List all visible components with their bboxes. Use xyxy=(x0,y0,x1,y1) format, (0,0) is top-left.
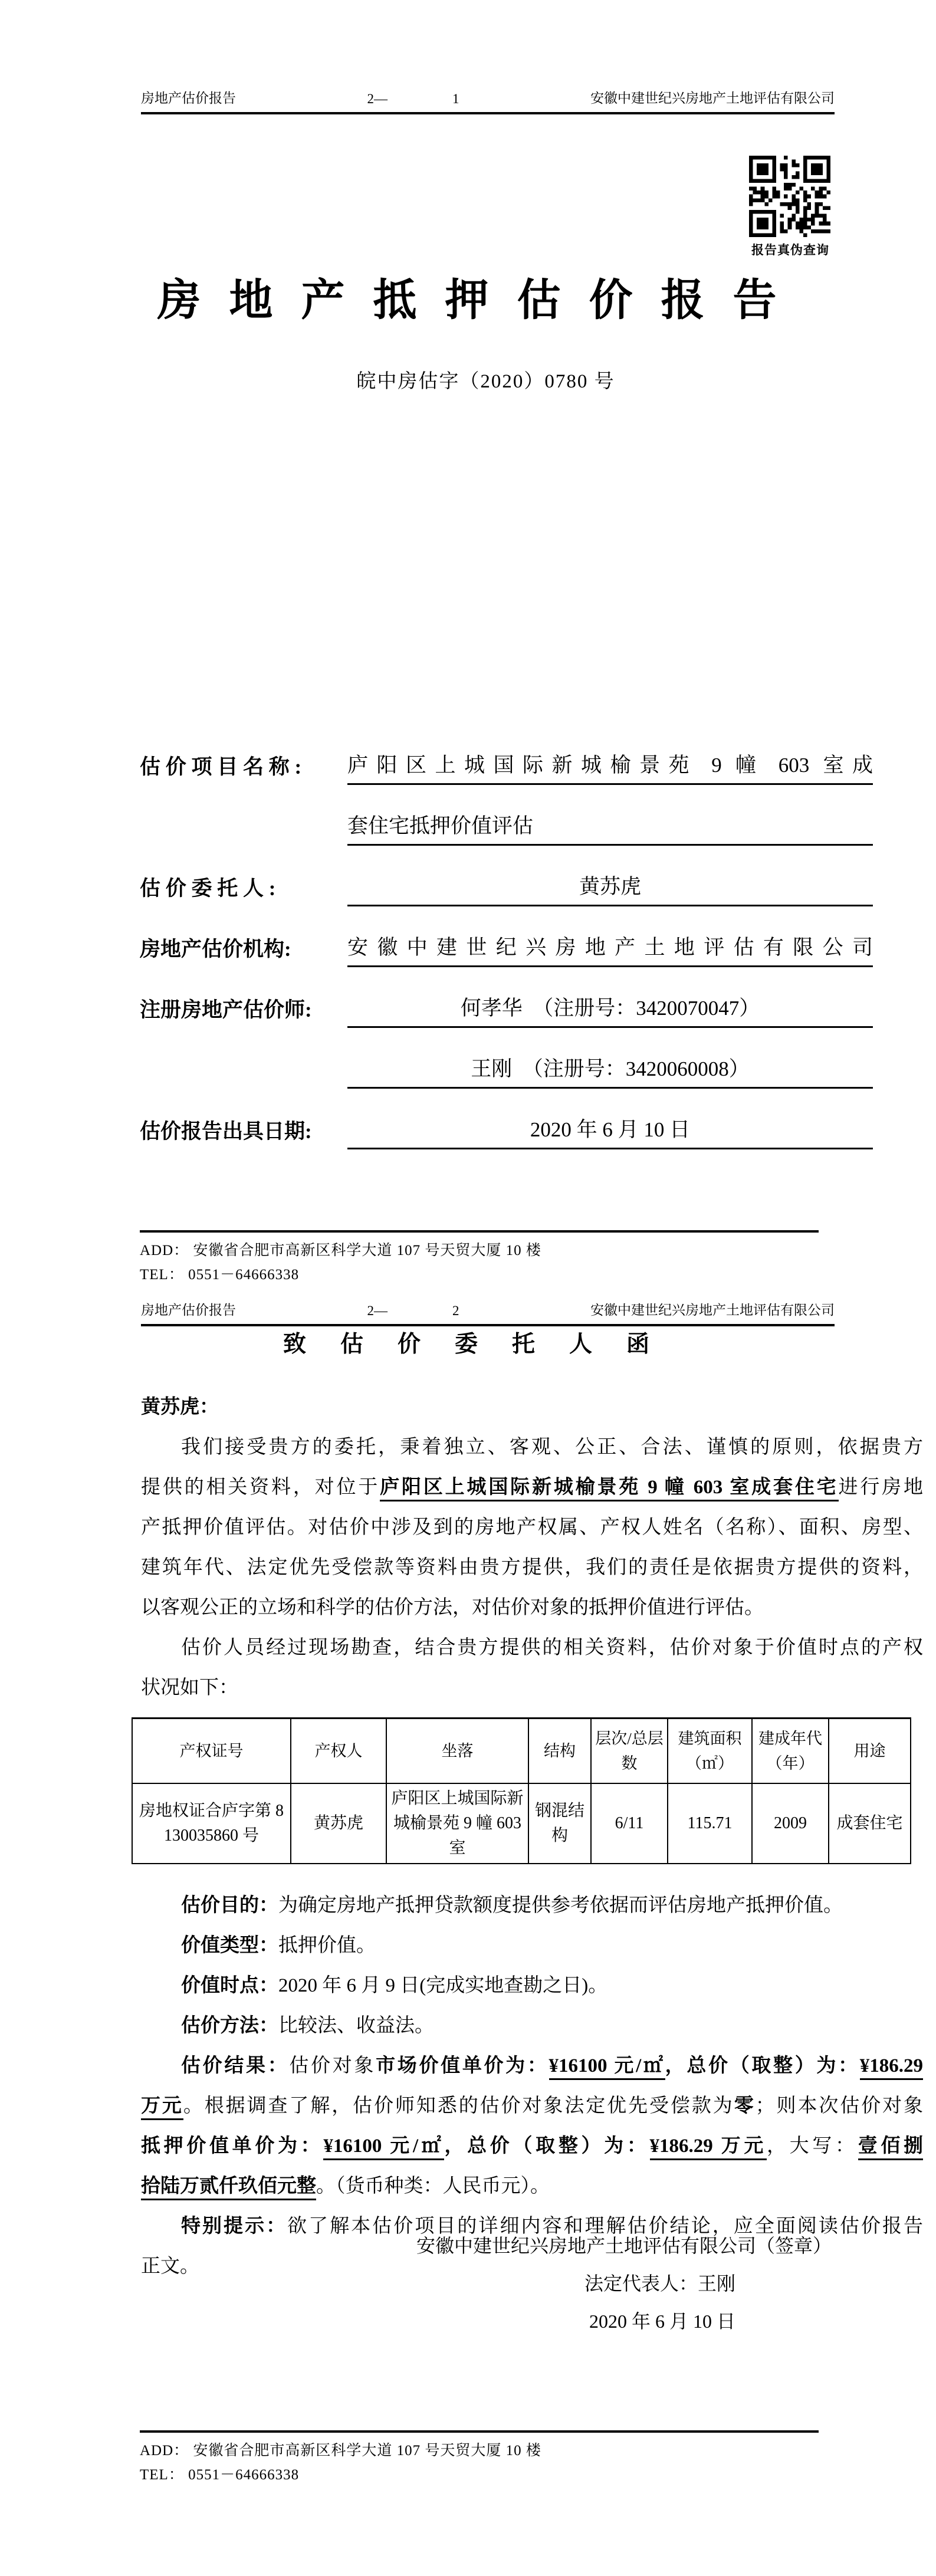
col-header-year: 建成年代（年） xyxy=(752,1719,829,1784)
client-value: 黄苏虎 xyxy=(347,870,873,906)
signature-block xyxy=(348,2227,832,2340)
project-name-label-spacer xyxy=(140,841,347,846)
qr-verification-block xyxy=(749,156,832,258)
letter-paragraph-line: 建筑年代、法定优先受偿款等资料由贵方提供，我们的责任是依据贵方提供的资料， xyxy=(141,1557,923,1578)
text-run: ，总价（取整）为： xyxy=(665,2055,860,2076)
value-date-text: 2020 年 6 月 9 日(完成实地查勘之日)。 xyxy=(278,1975,608,1996)
cover-form xyxy=(140,749,873,1174)
footer-address: ADD： 安徽省合肥市高新区科学大道 107 号天贸大厦 10 楼 xyxy=(140,2443,541,2459)
col-header-location: 坐落 xyxy=(386,1719,528,1784)
header-doc-type: 房地产估价报告 xyxy=(141,91,236,106)
col-header-owner: 产权人 xyxy=(291,1719,386,1784)
price-in-words-part1: 壹佰捌 xyxy=(858,2135,923,2160)
letter-paragraph-line: 估价人员经过现场勘查，结合贵方提供的相关资料，估价对象于价值时点的产权 xyxy=(181,1637,923,1658)
zero-highlight: 零 xyxy=(734,2095,756,2117)
cell-owner: 黄苏虎 xyxy=(291,1783,386,1864)
header-page-total: 2— xyxy=(367,1303,387,1318)
purpose-line xyxy=(141,1885,923,1926)
letter-body xyxy=(141,1387,923,2286)
value-date-line xyxy=(141,1966,923,2006)
signature-date: 2020 年 6 月 10 日 xyxy=(589,2311,735,2332)
appraiser-value-1: 何孝华 （注册号：3420070047） xyxy=(347,992,873,1028)
text-run: 进行房地 xyxy=(838,1477,924,1498)
total-price-unit: 万元 xyxy=(141,2095,183,2120)
letter-paragraph-line: 以客观公正的立场和科学的估价方法，对估价对象的抵押价值进行评估。 xyxy=(141,1597,764,1618)
value-type-text: 抵押价值。 xyxy=(278,1935,376,1956)
project-name-label: 估 价 项 目 名 称 : xyxy=(140,755,302,778)
value-date-label: 价值时点： xyxy=(181,1975,278,1996)
agency-label: 房地产估价机构: xyxy=(140,938,291,961)
letter-paragraph-line: 状况如下： xyxy=(141,1677,238,1698)
page2-footer xyxy=(140,2430,819,2487)
cell-year: 2009 xyxy=(752,1783,829,1864)
value-type-line xyxy=(141,1926,923,1966)
page1-running-header xyxy=(141,87,835,114)
header-company-name: 安徽中建世纪兴房地产土地评估有限公司 xyxy=(590,1303,835,1317)
page1-footer xyxy=(140,1230,819,1287)
result-label: 估价结果： xyxy=(181,2055,290,2076)
table-header-row xyxy=(132,1719,911,1784)
text-run: 市场价值单价为： xyxy=(376,2055,549,2076)
price-in-words-part2: 拾陆万贰仟玖佰元整 xyxy=(141,2176,316,2200)
cell-area: 115.71 xyxy=(668,1783,752,1864)
result-line-1 xyxy=(141,2046,923,2086)
qr-code xyxy=(749,156,830,237)
footer-address: ADD： 安徽省合肥市高新区科学大道 107 号天贸大厦 10 楼 xyxy=(140,1243,541,1259)
mortgage-total-price-value: ¥186.29 万元 xyxy=(650,2135,767,2160)
col-header-floor: 层次/总层数 xyxy=(591,1719,668,1784)
letter-paragraph-line: 产抵押价值评估。对估价中涉及到的房地产权属、产权人姓名（名称）、面积、房型、 xyxy=(141,1517,923,1538)
form-row-issue-date xyxy=(140,1113,873,1149)
method-text: 比较法、收益法。 xyxy=(278,2015,434,2036)
col-header-structure: 结构 xyxy=(528,1719,591,1784)
result-line-3 xyxy=(141,2126,923,2166)
header-page-current: 1 xyxy=(452,91,459,106)
header-company-name: 安徽中建世纪兴房地产土地评估有限公司 xyxy=(590,91,835,106)
method-line xyxy=(141,2006,923,2046)
cell-floor: 6/11 xyxy=(591,1783,668,1864)
form-row-appraiser-2 xyxy=(140,1053,873,1089)
col-header-use: 用途 xyxy=(829,1719,911,1784)
header-page-number xyxy=(367,1303,459,1319)
report-doc-number: 皖中房估字（2020）0780 号 xyxy=(356,371,615,392)
header-page-total: 2— xyxy=(367,91,387,106)
text-run: 。（货币种类：人民币元）。 xyxy=(316,2176,550,2197)
total-price-value: ¥186.29 xyxy=(860,2055,923,2080)
page2-running-header xyxy=(141,1299,835,1326)
property-name-highlight: 庐阳区上城国际新城榆景苑 9 幢 603 室成套住宅 xyxy=(380,1477,838,1501)
cell-structure: 钢混结构 xyxy=(528,1783,591,1864)
footer-telephone: TEL： 0551－64666338 xyxy=(140,2467,300,2483)
header-page-current: 2 xyxy=(452,1303,459,1318)
text-run: 提供的相关资料，对位于 xyxy=(141,1477,380,1498)
qr-caption: 报告真伪查询 xyxy=(751,243,829,257)
text-run: ，大写： xyxy=(767,2135,858,2157)
notice-label: 特别提示： xyxy=(181,2216,288,2237)
mortgage-unit-price-value: ¥16100 元/㎡ xyxy=(323,2135,444,2160)
col-header-cert-no: 产权证号 xyxy=(132,1719,291,1784)
cell-location: 庐阳区上城国际新城榆景苑 9 幢 603 室 xyxy=(386,1783,528,1864)
text-run: 估价对象 xyxy=(289,2055,376,2076)
report-main-title: 房地产抵押估价报告 xyxy=(157,277,805,325)
table-data-row xyxy=(132,1783,911,1864)
appraiser-value-2: 王刚 （注册号：3420060008） xyxy=(347,1053,873,1089)
form-row-agency xyxy=(140,931,873,967)
purpose-text: 为确定房地产抵押贷款额度提供参考依据而评估房地产抵押价值。 xyxy=(278,1895,843,1916)
method-label: 估价方法： xyxy=(181,2015,278,2036)
notice-text: 欲了解本估价项目的详细内容和理解估价结论，应全面阅读估价报告 xyxy=(287,2216,924,2237)
appraiser-label: 注册房地产估价师: xyxy=(140,998,312,1021)
result-line-4 xyxy=(141,2166,923,2206)
letter-paragraph-line: 我们接受贵方的委托，秉着独立、客观、公正、合法、谨慎的原则，依据贵方 xyxy=(181,1437,923,1458)
issue-date-label: 估价报告出具日期: xyxy=(140,1120,312,1143)
form-row-appraiser-1 xyxy=(140,992,873,1028)
result-line-2 xyxy=(141,2086,923,2126)
form-row-project xyxy=(140,749,873,785)
project-name-value-line1: 庐阳区上城国际新城榆景苑 9 幢 603 室成 xyxy=(347,749,873,785)
footer-telephone: TEL： 0551－64666338 xyxy=(140,1267,300,1283)
letter-salutation: 黄苏虎： xyxy=(141,1397,219,1418)
cell-use: 成套住宅 xyxy=(829,1783,911,1864)
letter-title: 致估价委托人函 xyxy=(283,1332,684,1357)
form-row-client xyxy=(140,870,873,906)
unit-price-value: ¥16100 元/㎡ xyxy=(549,2055,665,2080)
cell-cert-no: 房地权证合庐字第 8130035860 号 xyxy=(132,1783,291,1864)
signature-legal-representative: 法定代表人：王刚 xyxy=(584,2273,735,2294)
text-run: 抵押价值单价为： xyxy=(141,2135,324,2157)
value-type-label: 价值类型： xyxy=(181,1935,278,1956)
text-run: 。根据调查了解，估价师知悉的估价对象法定优先受偿款为 xyxy=(183,2095,734,2117)
agency-value: 安徽中建世纪兴房地产土地评估有限公司 xyxy=(347,931,873,967)
letter-paragraph-line xyxy=(141,1467,923,1507)
notice-line-2: 正文。 xyxy=(141,2256,199,2277)
col-header-area: 建筑面积（㎡） xyxy=(668,1719,752,1784)
purpose-label: 估价目的： xyxy=(181,1895,278,1916)
text-run: ；则本次估价对象 xyxy=(755,2095,924,2117)
client-label: 估 价 委 托 人 : xyxy=(140,877,276,900)
ownership-status-table xyxy=(132,1717,911,1864)
header-page-number xyxy=(367,91,459,107)
signature-company: 安徽中建世纪兴房地产土地评估有限公司（签章） xyxy=(416,2235,832,2256)
header-doc-type: 房地产估价报告 xyxy=(141,1303,236,1317)
project-name-value-line2: 套住宅抵押价值评估 xyxy=(347,810,873,846)
appraiser-label-spacer xyxy=(140,1084,347,1089)
issue-date-value: 2020 年 6 月 10 日 xyxy=(347,1113,873,1149)
form-row-project-cont xyxy=(140,810,873,846)
text-run: ，总价（取整）为： xyxy=(444,2135,650,2157)
